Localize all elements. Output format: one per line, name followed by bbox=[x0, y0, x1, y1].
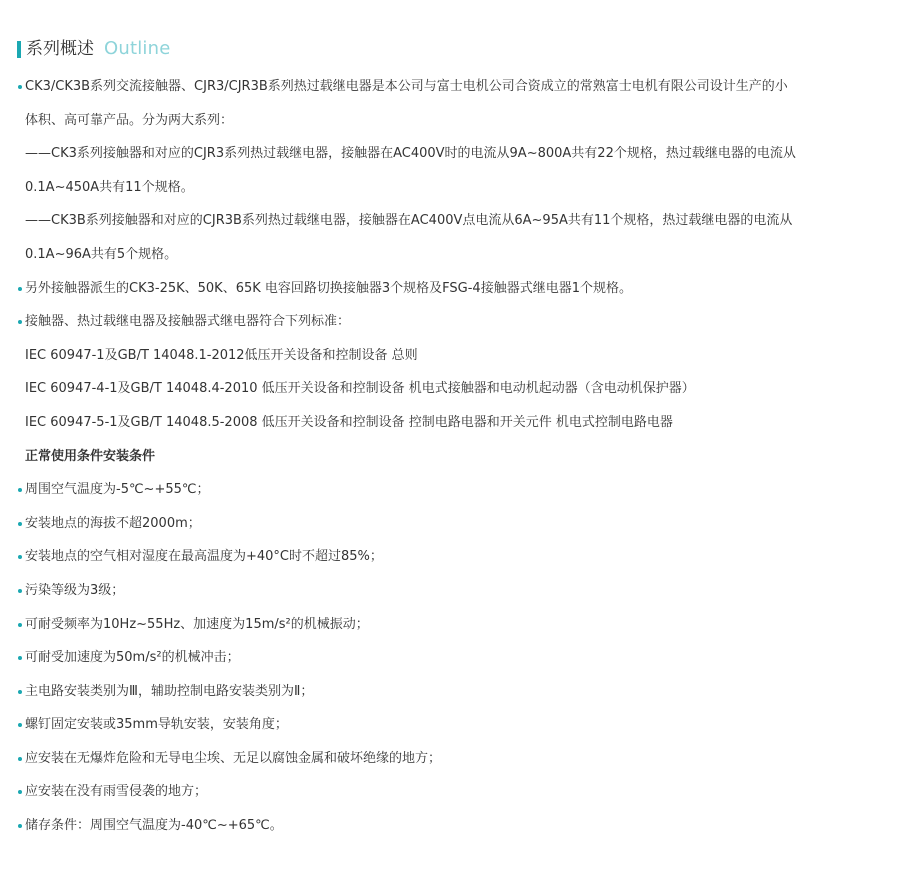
line-text: ——CK3B系列接触器和对应的CJR3B系列热过载继电器，接触器在AC400V点电流从6A~95A共有11个规格，热过载继电器的电流从 bbox=[25, 213, 793, 229]
line-text: 0.1A~450A共有11个规格。 bbox=[25, 179, 194, 195]
line-text: 螺钉固定安装或35mm导轨安装，安装角度； bbox=[25, 717, 288, 733]
bullet-item bbox=[0, 641, 900, 675]
bullet-item bbox=[0, 272, 900, 306]
text-line bbox=[0, 406, 900, 440]
bullet-item bbox=[0, 507, 900, 541]
bullet-item bbox=[0, 473, 900, 507]
bullet-dot-icon bbox=[18, 623, 22, 627]
line-text: 0.1A~96A共有5个规格。 bbox=[25, 246, 178, 262]
section-title: 系列概述 bbox=[26, 39, 94, 59]
line-text: IEC 60947-4-1及GB/T 14048.4-2010 低压开关设备和控制设备 机电式接触器和电动机起动器（含电动机保护器） bbox=[25, 381, 695, 397]
line-text: 污染等级为3级； bbox=[25, 582, 125, 598]
subheading bbox=[0, 440, 900, 474]
line-text: 储存条件：周围空气温度为-40℃~+65℃。 bbox=[25, 818, 283, 834]
line-text: CK3/CK3B系列交流接触器、CJR3/CJR3B系列热过载继电器是本公司与富士电机公司合资成立的常熟富士电机有限公司设计生产的小 bbox=[25, 79, 788, 94]
line-text: 接触器、热过载继电器及接触器式继电器符合下列标准： bbox=[25, 314, 351, 330]
text-line bbox=[0, 104, 900, 138]
line-text: 另外接触器派生的CK3-25K、50K、65K 电容回路切换接触器3个规格及FSG-4接触器式继电器1个规格。 bbox=[25, 280, 632, 296]
bullet-dot-icon bbox=[18, 723, 22, 727]
bullet-dot-icon bbox=[18, 656, 22, 660]
bullet-item bbox=[0, 574, 900, 608]
line-text: 可耐受频率为10Hz~55Hz、加速度为15m/s²的机械振动； bbox=[25, 616, 369, 632]
bullet-item bbox=[0, 708, 900, 742]
overview-content bbox=[0, 70, 900, 843]
text-line bbox=[0, 204, 900, 238]
text-line bbox=[0, 339, 900, 373]
text-line bbox=[0, 137, 900, 171]
header-accent-bar bbox=[17, 41, 21, 58]
line-text: ——CK3系列接触器和对应的CJR3系列热过载继电器，接触器在AC400V时的电流从9A~800A共有22个规格，热过载继电器的电流从 bbox=[25, 146, 796, 162]
line-text: 正常使用条件安装条件 bbox=[25, 448, 156, 464]
bullet-dot-icon bbox=[18, 824, 22, 828]
line-text: 安装地点的空气相对湿度在最高温度为+40°C时不超过85%； bbox=[25, 549, 383, 565]
line-text: IEC 60947-5-1及GB/T 14048.5-2008 低压开关设备和控制设备 控制电路电器和开关元件 机电式控制电路电器 bbox=[25, 414, 673, 430]
bullet-item bbox=[0, 70, 900, 104]
bullet-item bbox=[0, 608, 900, 642]
bullet-item bbox=[0, 305, 900, 339]
bullet-item bbox=[0, 809, 900, 843]
section-subtitle: Outline bbox=[104, 38, 171, 59]
bullet-dot-icon bbox=[18, 757, 22, 761]
text-line bbox=[0, 238, 900, 272]
bullet-dot-icon bbox=[18, 522, 22, 526]
line-text: IEC 60947-1及GB/T 14048.1-2012低压开关设备和控制设备 总则 bbox=[25, 347, 418, 363]
bullet-dot-icon bbox=[18, 589, 22, 593]
bullet-dot-icon bbox=[18, 790, 22, 794]
bullet-item bbox=[0, 775, 900, 809]
bullet-item bbox=[0, 742, 900, 776]
line-text: 可耐受加速度为50m/s²的机械冲击； bbox=[25, 650, 240, 666]
bullet-dot-icon bbox=[18, 287, 22, 291]
line-text: 应安装在没有雨雪侵袭的地方； bbox=[25, 784, 208, 800]
bullet-dot-icon bbox=[18, 85, 22, 89]
section-header bbox=[17, 37, 171, 61]
line-text: 应安装在无爆炸危险和无导电尘埃、无足以腐蚀金属和破坏绝缘的地方； bbox=[25, 750, 442, 766]
line-text: 安装地点的海拔不超2000m； bbox=[25, 515, 201, 531]
line-text: 主电路安装类别为Ⅲ，辅助控制电路安装类别为Ⅱ； bbox=[25, 683, 314, 699]
bullet-dot-icon bbox=[18, 320, 22, 324]
bullet-dot-icon bbox=[18, 690, 22, 694]
bullet-item bbox=[0, 540, 900, 574]
line-text: 体积、高可靠产品。分为两大系列： bbox=[25, 112, 234, 128]
bullet-dot-icon bbox=[18, 555, 22, 559]
bullet-item bbox=[0, 675, 900, 709]
bullet-dot-icon bbox=[18, 488, 22, 492]
text-line bbox=[0, 171, 900, 205]
line-text: 周围空气温度为-5℃~+55℃； bbox=[25, 482, 210, 498]
text-line bbox=[0, 372, 900, 406]
